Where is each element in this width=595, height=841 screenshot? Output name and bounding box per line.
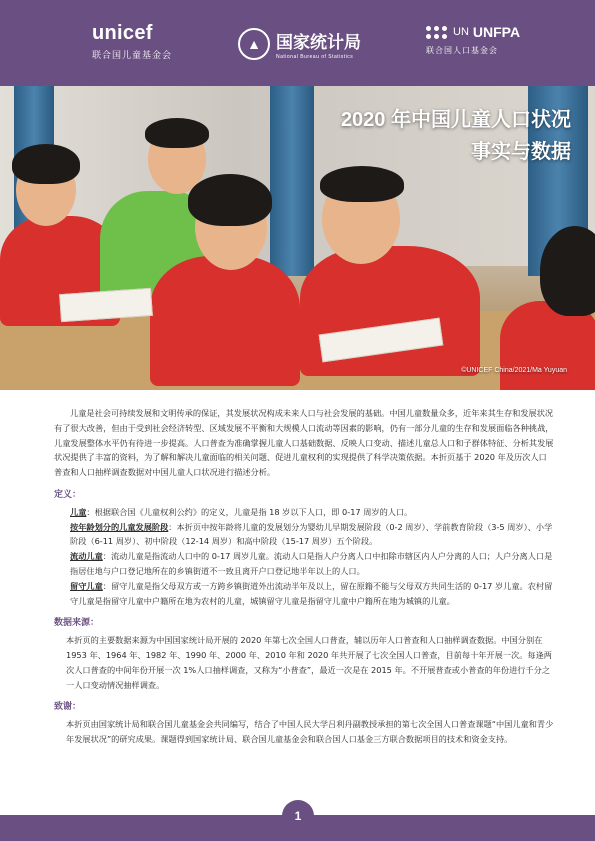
unfpa-wordmark: UNFPA	[472, 24, 521, 40]
title-line-1: 2020 年中国儿童人口状况	[340, 109, 571, 131]
nbs-logo	[238, 28, 361, 60]
definition-text: ：留守儿童是指父母双方或一方跨乡镇街道外出流动半年及以上，留在原籍不能与父母双方共同生活的 0-17 岁儿童。农村留守儿童是指留守儿童中户籍所在地为农村的儿童，城镇留守儿童是指留守儿童中户籍所在地为城镇的儿童。	[70, 580, 553, 606]
definitions-heading: 定义：	[54, 489, 82, 500]
sources-paragraph: 本折页的主要数据来源为中国国家统计局开展的 2020 年第七次全国人口普查，辅以历年人口普查和人口抽样调查数据。中国分别在 1953 年、1964 年、1982 年、1990 年、2000 年、2010 年和 2020 年共开展了七次全国人口普查，目前每十年开展一次。每逢两次人口普查的中间年份开展一次 1%人口抽样调查，又称为“小普查”，最近一次是在 2015 年。不开展普查或小普查的年份进行千分之一人口变动情况抽样调查。	[66, 635, 552, 690]
unicef-logo	[92, 22, 172, 61]
definition-child	[70, 505, 554, 520]
definition-text: ：本折页中按年龄将儿童的发展划分为婴幼儿早期发展阶段（0-2 周岁）、学前教育阶段（3-5 周岁）、小学阶段（6-11 周岁）、初中阶段（12-14 周岁）和高中阶段（15-17 周岁）五个阶段。	[70, 521, 553, 547]
definition-term: 儿童	[70, 506, 87, 517]
acknowledgements-heading: 致谢：	[54, 702, 82, 713]
photo-curtain-mid	[270, 86, 314, 276]
nbs-emblem-icon: ▲	[238, 28, 270, 60]
unfpa-dots-icon	[426, 26, 447, 39]
header-bar	[0, 0, 595, 86]
definition-text: ：流动儿童是指流动人口中的 0-17 周岁儿童。流动人口是指人户分离人口中扣除市辖区内人户分离的人口；人户分离人口是指居住地与户口登记地所在的乡镇街道不一致且离开户口登记地半年以上的人口。	[70, 551, 553, 576]
definition-migrant-children	[70, 549, 554, 579]
document-title	[341, 104, 571, 168]
definition-stages	[70, 520, 554, 550]
unicef-chinese-name: 联合国儿童基金会	[92, 50, 173, 60]
page-number: 1	[282, 800, 314, 832]
definition-term: 留守儿童	[70, 580, 103, 591]
nbs-name: 国家统计局	[276, 33, 361, 52]
body-content	[54, 406, 554, 747]
nbs-english-name: National Bureau of Statistics	[276, 54, 354, 60]
unfpa-logo	[426, 24, 520, 56]
acknowledgements-paragraph: 本折页由国家统计局和联合国儿童基金会共同编写，结合了中国人民大学吕利丹副教授承担的第七次全国人口普查课题“中国儿童和青少年发展状况”的研究成果。课题得到国家统计局、联合国儿童基金会和联合国人口基金三方联合数据项目的技术和资金支持。	[66, 719, 554, 744]
intro-paragraph: 儿童是社会可持续发展和文明传承的保证，其发展状况构成未来人口与社会发展的基础。中国儿童数量众多，近年来其生存和发展状况有了很大改善，但由于受到社会经济转型、区域发展不平衡和大规模人口流动等因素的影响，仍有一部分儿童的生存和发展面临各种挑战，儿童发展整体水平仍有待进一步提高。人口普查为准确掌握儿童人口基础数据、反映人口变动、描述儿童总人口和子群体特征、分析其发展状况提供了丰富的资料，为了解和解决儿童面临的相关问题、促进儿童权利的实现提供了科学决策依据。本折页基于 2020 年及历次人口普查和人口抽样调查数据对中国儿童人口状况进行描述分析。	[54, 408, 554, 478]
photo-credit: ©UNICEF China/2021/Ma Yuyuan	[461, 367, 567, 374]
unfpa-chinese-name: 联合国人口基金会	[426, 46, 498, 55]
definition-text: ：根据联合国《儿童权利公约》的定义，儿童是指 18 岁以下人口，即 0-17 周岁的人口。	[86, 506, 413, 517]
classroom-photo	[0, 86, 595, 390]
un-emblem-text: UN	[453, 26, 469, 38]
unicef-wordmark: unicef	[92, 22, 153, 44]
title-line-2: 事实与数据	[471, 141, 571, 163]
definition-term: 按年龄划分的儿童发展阶段	[70, 521, 169, 532]
definition-left-behind-children	[70, 579, 554, 609]
definition-term: 流动儿童	[70, 551, 103, 562]
sources-heading: 数据来源：	[54, 618, 100, 629]
